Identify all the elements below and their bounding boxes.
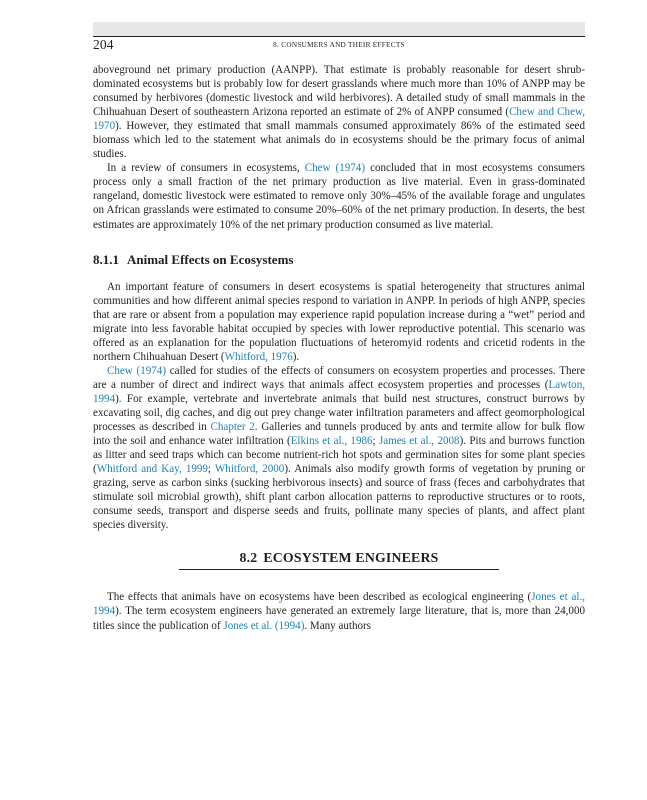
paragraph-2 bbox=[93, 161, 585, 231]
section-heading-underline bbox=[179, 549, 498, 570]
text-span: called for studies of the effects of consumers on ecosystem properties and processes. There are a number of direct and indirect ways that animals affect ecosystem properties and processes ( bbox=[93, 364, 585, 391]
text-span: ). The term ecosystem engineers have generated an extremely large literature, that is, more than 24,000 titles since the publication of bbox=[93, 605, 585, 632]
text-span: ). However, they estimated that small mammals consumed approximately 86% of the estimated seed biomass which led to the statement what animals do in ecosystems should be the primary focus of animal studies. bbox=[93, 120, 585, 161]
subsection-heading bbox=[93, 252, 585, 268]
subsection-number: 8.1.1 bbox=[93, 251, 119, 267]
text-span: An important feature of consumers in desert ecosystems is spatial heterogeneity that structures animal communities and how different animal species respond to variation in ANPP. In periods of high ANPP, species that are rare or absent from a population may experience rapid population increase during a “wet” period and migrate into less favorable habitat occupied by species with lower reproductive potential. This scenario was offered as an explanation for the population fluctuations of heteromyid rodents and cricetid rodents in the northern Chihuahuan Desert ( bbox=[93, 280, 585, 363]
paragraph-4 bbox=[93, 364, 585, 533]
citation-link[interactable]: Jones et al., 1994 bbox=[93, 591, 585, 618]
text-span: ; bbox=[207, 463, 215, 476]
citation-link[interactable]: Jones et al. (1994) bbox=[223, 619, 305, 632]
page bbox=[93, 22, 585, 633]
subsection-title: Animal Effects on Ecosystems bbox=[127, 251, 294, 267]
page-header bbox=[93, 36, 585, 55]
text-span: In a review of consumers in ecosystems, bbox=[107, 162, 305, 175]
citation-link[interactable]: Whitford, 2000 bbox=[214, 463, 285, 476]
text-span: . Galleries and tunnels produced by ants and termite allow for bulk flow into the soil and enhance water infiltration ( bbox=[93, 421, 585, 448]
text-span: ). Pits and burrows function as litter and seed traps which can become nutrient-rich hot spots and germination sites for some plant species ( bbox=[93, 435, 585, 476]
citation-link[interactable]: Chew (1974) bbox=[304, 162, 366, 175]
text-span: ). bbox=[292, 350, 300, 363]
citation-link[interactable]: James et al., 2008 bbox=[378, 435, 460, 448]
text-span: ; bbox=[372, 435, 379, 448]
chapter-link[interactable]: Chapter 2 bbox=[210, 421, 255, 434]
section-title: ECOSYSTEM ENGINEERS bbox=[263, 550, 439, 566]
citation-link[interactable]: Elkins et al., 1986 bbox=[290, 435, 373, 448]
text-span: ). For example, vertebrate and invertebrate animals that build nest structures, construct burrows by excavating soil, dig caches, and dig out prey change water infiltration parameters and affect geomorphological processes as described in bbox=[93, 392, 585, 434]
text-span: The effects that animals have on ecosystems have been described as ecological engineering ( bbox=[107, 591, 532, 604]
citation-link[interactable]: Whitford and Kay, 1999 bbox=[96, 463, 208, 476]
section-heading bbox=[93, 549, 585, 570]
text-span: aboveground net primary production (AANPP). That estimate is probably reasonable for desert shrub-dominated ecosystems but is probably low for desert grasslands where much more than 10% of ANPP may be consumed by herbivores (domestic livestock and wild herbivores). A detailed study of small mammals in the Chihuahuan Desert of southeastern Arizona reported an estimate of 2% of ANPP consumed ( bbox=[93, 64, 585, 119]
citation-link[interactable]: Lawton, 1994 bbox=[93, 378, 585, 405]
paragraph-5 bbox=[93, 590, 585, 632]
paragraph-3 bbox=[93, 280, 585, 364]
text-span: . Many authors bbox=[304, 619, 371, 632]
citation-link[interactable]: Chew (1974) bbox=[107, 364, 166, 377]
page-number: 204 bbox=[93, 37, 114, 52]
text-span: concluded that in most ecosystems consumers process only a small fraction of the net primary production as live material. Even in grass-dominated rangeland, domestic livestock were estimated to remove only 30%–45% of the available forage and ungulates on African grasslands were estimated to consume 20%–60% of the net primary production. In deserts, the best estimates are approximately 10% of the net primary production consumed as live material. bbox=[93, 162, 585, 231]
text-span: ). Animals also modify growth forms of vegetation by pruning or grazing, serve as carbon sinks (sucking herbivorous insects) and source of frass (feces and carbohydrates that stimulate soil microbial growth), shift plant carbon allocation patterns to reproductive structures or to roots, consume seeds, transport and disperse seeds and fruits, pollinate many species of plants, and affect plant species diversity. bbox=[93, 463, 585, 532]
header-bar bbox=[93, 22, 585, 36]
citation-link[interactable]: Whitford, 1976 bbox=[224, 350, 293, 363]
paragraph-1 bbox=[93, 63, 585, 161]
body-text bbox=[93, 63, 585, 633]
running-head: 8. CONSUMERS AND THEIR EFFECTS bbox=[273, 41, 405, 49]
citation-link[interactable]: Chew and Chew, 1970 bbox=[93, 106, 585, 133]
section-number: 8.2 bbox=[239, 550, 258, 566]
